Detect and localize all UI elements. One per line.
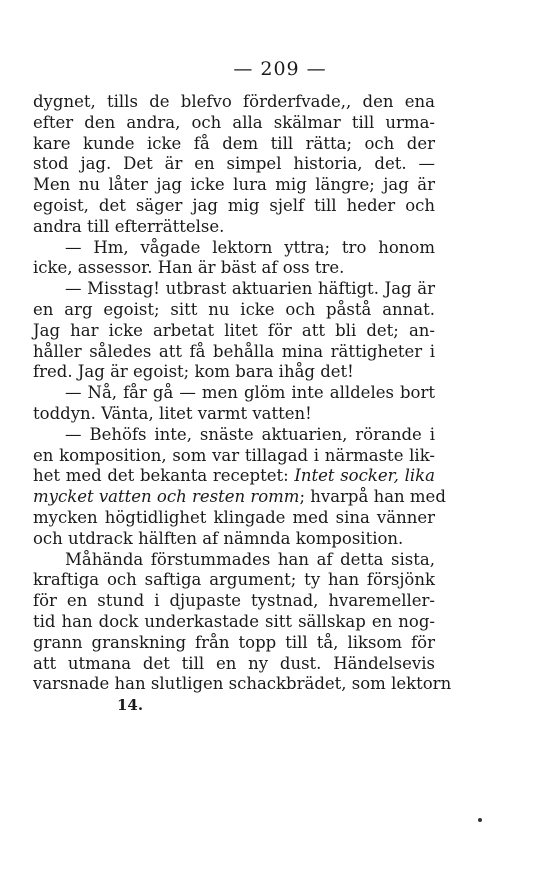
line-text: en komposition, som var tillagad i närmaste lik- bbox=[33, 445, 435, 465]
line-text: icke, assessor. Han är bäst af oss tre. bbox=[33, 258, 345, 278]
line-text: Måhända förstummades han af detta sista, bbox=[65, 549, 435, 569]
text-line bbox=[33, 321, 435, 342]
page-number: — 209 — bbox=[233, 58, 327, 80]
line-text: en arg egoist; sitt nu icke och påstå annat. bbox=[33, 299, 435, 319]
text-line bbox=[33, 591, 435, 612]
italic-text: mycket vatten och resten romm bbox=[33, 487, 300, 507]
text-line bbox=[33, 196, 435, 217]
line-text: och utdrack hälften af nämnda komposition. bbox=[33, 528, 404, 548]
line-text: — Behöfs inte, snäste aktuarien, rörande i bbox=[65, 424, 435, 444]
text-line bbox=[33, 674, 452, 695]
line-text: toddyn. Vänta, litet varmt vatten! bbox=[33, 403, 312, 423]
text-line bbox=[33, 383, 435, 404]
line-text: het med det bekanta receptet: bbox=[33, 466, 295, 486]
text-line bbox=[33, 404, 435, 425]
text-line bbox=[33, 217, 435, 238]
line-text: efter den andra, och alla skälmar till urma- bbox=[33, 112, 435, 132]
text-line bbox=[33, 425, 435, 446]
line-text: — Nå, får gå — men glöm inte alldeles bort bbox=[65, 383, 435, 403]
text-line bbox=[33, 466, 435, 487]
printing-speck bbox=[478, 818, 482, 822]
line-text-tail: ; hvarpå han med bbox=[299, 487, 446, 507]
line-text: — Misstag! utbrast aktuarien häftigt. Jag är bbox=[65, 279, 435, 299]
text-line bbox=[33, 529, 435, 550]
line-text: grann granskning från topp till tå, liksom för bbox=[33, 632, 435, 652]
line-text: — Hm, vågade lektorn yttra; tro honom bbox=[65, 237, 435, 257]
text-line bbox=[33, 654, 435, 675]
text-line bbox=[33, 113, 435, 134]
body-text bbox=[33, 92, 452, 695]
text-line bbox=[33, 300, 435, 321]
text-line bbox=[33, 550, 435, 571]
line-text: att utmana det till en ny dust. Händelsevis bbox=[33, 653, 435, 673]
line-text: mycken högtidlighet klingade med sina vänner bbox=[33, 507, 435, 527]
text-line bbox=[33, 92, 435, 113]
text-line bbox=[33, 487, 446, 508]
text-line bbox=[33, 342, 435, 363]
signature-mark: 14. bbox=[117, 696, 144, 714]
line-text: egoist, det säger jag mig sjelf till heder och bbox=[33, 195, 435, 215]
line-text: andra till efterrättelse. bbox=[33, 216, 225, 236]
line-text: stod jag. Det är en simpel historia, det. — bbox=[33, 154, 435, 174]
text-line bbox=[33, 154, 435, 175]
text-line bbox=[33, 258, 435, 279]
text-line bbox=[33, 612, 435, 633]
text-line bbox=[33, 238, 435, 259]
line-text: tid han dock underkastade sitt sällskap en nog- bbox=[33, 611, 435, 631]
line-text: dygnet, tills de blefvo förderfvade,, den ena bbox=[33, 92, 435, 111]
line-text: Jag har icke arbetat litet för att bli det; an- bbox=[33, 320, 435, 340]
line-text: för en stund i djupaste tystnad, hvaremeller- bbox=[33, 591, 435, 611]
line-text: kraftiga och saftiga argument; ty han försjönk bbox=[33, 570, 435, 590]
text-line bbox=[33, 175, 435, 196]
text-line bbox=[33, 362, 435, 383]
italic-text: Intet socker, lika bbox=[294, 466, 435, 486]
text-line bbox=[33, 134, 435, 155]
text-line bbox=[33, 570, 435, 591]
line-text: varsnade han slutligen schackbrädet, som lektorn bbox=[33, 674, 452, 694]
line-text: kare kunde icke få dem till rätta; och der bbox=[33, 133, 435, 153]
text-line bbox=[33, 279, 435, 300]
line-text: fred. Jag är egoist; kom bara ihåg det! bbox=[33, 362, 354, 382]
text-line bbox=[33, 508, 435, 529]
text-line bbox=[33, 446, 435, 467]
line-text: Men nu låter jag icke lura mig längre; jag är bbox=[33, 175, 435, 195]
text-line bbox=[33, 633, 435, 654]
line-text: håller således att få behålla mina rättigheter i bbox=[33, 341, 435, 361]
